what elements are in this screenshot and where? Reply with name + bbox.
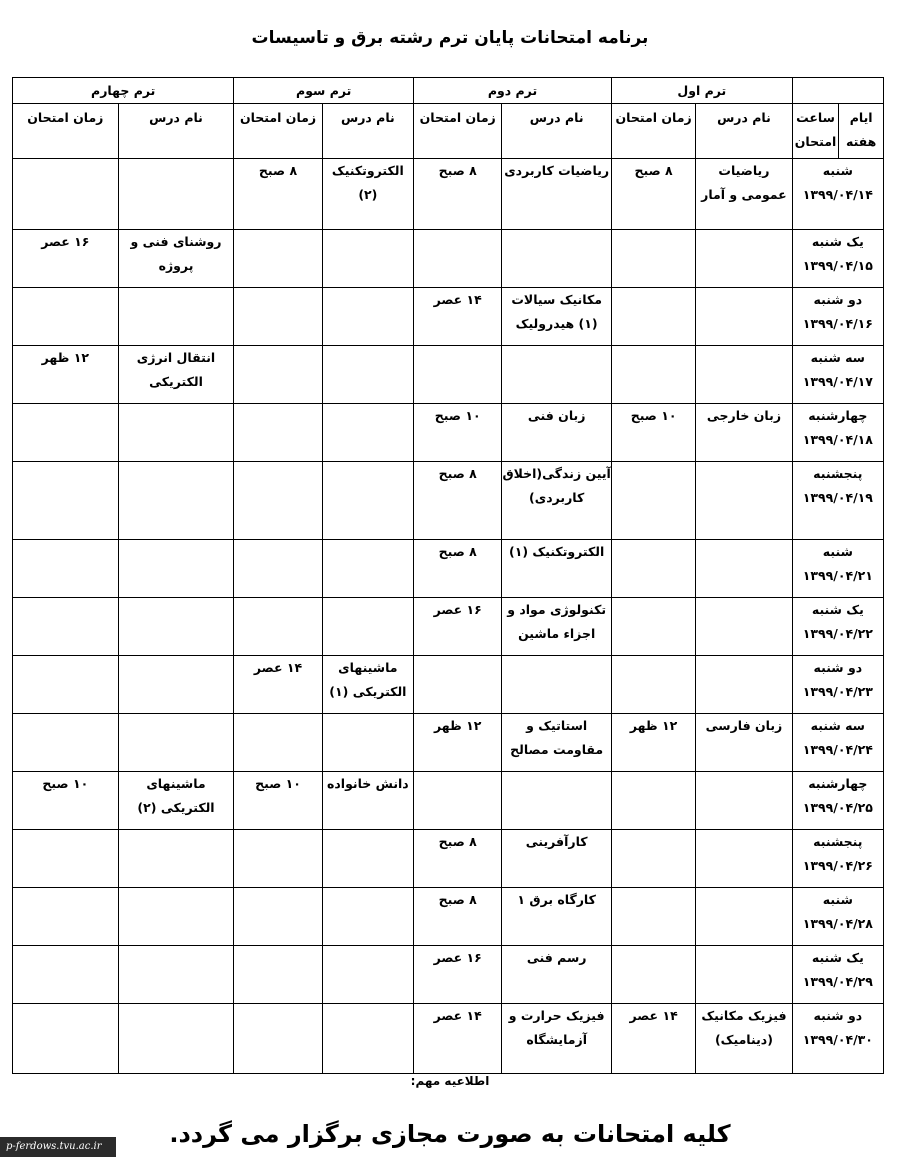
exam-time-cell xyxy=(13,946,119,1004)
day-name: دو شنبه xyxy=(813,1008,863,1023)
exam-time-cell xyxy=(611,230,695,288)
course-cell xyxy=(322,230,413,288)
course-cell xyxy=(118,888,234,946)
exam-time-cell xyxy=(13,656,119,714)
day-date: ۱۳۹۹/۰۴/۳۰ xyxy=(802,1032,873,1047)
exam-time-cell xyxy=(234,404,322,462)
table-row xyxy=(13,714,884,772)
exam-time-cell xyxy=(234,230,322,288)
exam-time-cell xyxy=(234,830,322,888)
exam-time-cell xyxy=(234,946,322,1004)
exam-time-cell xyxy=(611,830,695,888)
course-cell: فیزیک حرارت و آزمایشگاه xyxy=(502,1004,612,1074)
days-header: ایام هفته xyxy=(839,104,884,159)
table-row xyxy=(13,159,884,230)
course-cell: ماشینهای الکتریکی (۱) xyxy=(322,656,413,714)
time-header: ساعت امتحان xyxy=(792,104,839,159)
exam-time-cell: ۸ صبح xyxy=(414,888,502,946)
day-name: شنبه xyxy=(822,163,853,178)
day-cell xyxy=(792,230,883,288)
notice-label: اطلاعیه مهم: xyxy=(410,1074,490,1088)
course-cell xyxy=(118,462,234,540)
course-cell xyxy=(322,946,413,1004)
exam-time-cell xyxy=(234,346,322,404)
day-date: ۱۳۹۹/۰۴/۲۱ xyxy=(802,568,873,583)
course-header: نام درس xyxy=(502,104,612,159)
exam-time-cell: ۱۰ صبح xyxy=(234,772,322,830)
day-date: ۱۳۹۹/۰۴/۲۶ xyxy=(802,858,873,873)
table-row xyxy=(13,830,884,888)
course-cell: ریاضیات کاربردی xyxy=(502,159,612,230)
day-cell xyxy=(792,714,883,772)
corner-header xyxy=(792,78,883,104)
course-cell xyxy=(118,714,234,772)
day-name: یک شنبه xyxy=(811,950,864,965)
page-title: برنامه امتحانات پایان ترم رشته برق و تاسیسات xyxy=(251,28,649,48)
exam-time-cell: ۱۲ ظهر xyxy=(414,714,502,772)
day-name: سه شنبه xyxy=(810,350,865,365)
course-cell xyxy=(696,540,792,598)
day-cell xyxy=(792,830,883,888)
exam-time-cell xyxy=(234,540,322,598)
course-cell xyxy=(696,462,792,540)
term-4-header: ترم چهارم xyxy=(13,78,234,104)
exam-time-cell xyxy=(234,598,322,656)
exam-time-cell: ۱۰ صبح xyxy=(414,404,502,462)
course-cell xyxy=(118,159,234,230)
exam-time-cell: ۱۴ عصر xyxy=(414,288,502,346)
course-cell xyxy=(696,656,792,714)
exam-time-cell: ۱۲ ظهر xyxy=(611,714,695,772)
day-date: ۱۳۹۹/۰۴/۱۶ xyxy=(802,316,873,331)
exam-time-cell: ۱۶ عصر xyxy=(13,230,119,288)
day-cell xyxy=(792,159,883,230)
course-cell xyxy=(322,462,413,540)
table-row xyxy=(13,346,884,404)
course-cell xyxy=(502,656,612,714)
exam-time-cell xyxy=(414,346,502,404)
exam-time-cell: ۱۶ عصر xyxy=(414,946,502,1004)
term-2-header: ترم دوم xyxy=(414,78,612,104)
day-date: ۱۳۹۹/۰۴/۲۸ xyxy=(802,916,873,931)
course-cell xyxy=(502,230,612,288)
term-3-header: ترم سوم xyxy=(234,78,414,104)
exam-time-cell xyxy=(13,830,119,888)
day-name: یک شنبه xyxy=(811,602,864,617)
course-cell: زبان فنی xyxy=(502,404,612,462)
exam-time-cell xyxy=(611,772,695,830)
exam-time-header: زمان امتحان xyxy=(414,104,502,159)
table-row xyxy=(13,404,884,462)
day-name: یک شنبه xyxy=(811,234,864,249)
day-cell xyxy=(792,1004,883,1074)
exam-schedule-table xyxy=(12,77,884,1074)
day-cell xyxy=(792,288,883,346)
course-cell: استاتیک و مقاومت مصالح xyxy=(502,714,612,772)
exam-time-cell: ۱۴ عصر xyxy=(414,1004,502,1074)
exam-time-cell xyxy=(611,656,695,714)
course-cell: فیزیک مکانیک (دینامیک) xyxy=(696,1004,792,1074)
course-cell xyxy=(322,1004,413,1074)
course-cell xyxy=(696,230,792,288)
course-cell: آیین زندگی(اخلاق کاربردی) xyxy=(502,462,612,540)
exam-time-cell xyxy=(13,159,119,230)
notice-text: کلیه امتحانات به صورت مجازی برگزار می گردد. xyxy=(169,1120,731,1148)
course-cell: روشنای فنی و پروژه xyxy=(118,230,234,288)
course-cell xyxy=(118,404,234,462)
course-header: نام درس xyxy=(118,104,234,159)
day-date: ۱۳۹۹/۰۴/۱۷ xyxy=(802,374,873,389)
course-cell xyxy=(322,714,413,772)
course-cell xyxy=(322,598,413,656)
course-cell: ریاضیات عمومی و آمار xyxy=(696,159,792,230)
day-cell xyxy=(792,346,883,404)
day-cell xyxy=(792,946,883,1004)
table-row xyxy=(13,462,884,540)
exam-time-cell: ۱۰ صبح xyxy=(13,772,119,830)
course-cell xyxy=(118,288,234,346)
exam-time-cell xyxy=(414,772,502,830)
course-cell: ماشینهای الکتریکی (۲) xyxy=(118,772,234,830)
course-cell xyxy=(696,946,792,1004)
course-cell xyxy=(118,946,234,1004)
exam-time-cell: ۸ صبح xyxy=(234,159,322,230)
exam-time-cell xyxy=(13,540,119,598)
course-cell: کارگاه برق ۱ xyxy=(502,888,612,946)
course-cell xyxy=(502,772,612,830)
course-cell xyxy=(118,656,234,714)
exam-time-cell: ۸ صبح xyxy=(611,159,695,230)
exam-time-cell xyxy=(611,288,695,346)
day-name: سه شنبه xyxy=(810,718,865,733)
table-row xyxy=(13,230,884,288)
course-cell xyxy=(118,830,234,888)
course-cell: تکنولوژی مواد و اجزاء ماشین xyxy=(502,598,612,656)
course-header: نام درس xyxy=(322,104,413,159)
day-name: چهارشنبه xyxy=(808,408,868,423)
exam-time-cell xyxy=(13,288,119,346)
exam-time-cell xyxy=(13,1004,119,1074)
exam-time-cell: ۸ صبح xyxy=(414,462,502,540)
exam-time-cell xyxy=(611,346,695,404)
day-cell xyxy=(792,598,883,656)
exam-time-cell: ۸ صبح xyxy=(414,830,502,888)
day-date: ۱۳۹۹/۰۴/۱۸ xyxy=(802,432,873,447)
table-row xyxy=(13,1004,884,1074)
exam-time-cell: ۸ صبح xyxy=(414,540,502,598)
course-cell: دانش خانواده xyxy=(322,772,413,830)
day-date: ۱۳۹۹/۰۴/۱۴ xyxy=(802,187,873,202)
exam-time-cell xyxy=(611,888,695,946)
exam-time-cell xyxy=(13,404,119,462)
exam-time-header: زمان امتحان xyxy=(611,104,695,159)
site-tag: p-ferdows.tvu.ac.ir xyxy=(0,1137,116,1157)
day-name: شنبه xyxy=(822,892,853,907)
course-header: نام درس xyxy=(696,104,792,159)
day-name: دو شنبه xyxy=(813,292,863,307)
course-cell xyxy=(696,288,792,346)
exam-time-cell xyxy=(611,598,695,656)
course-cell xyxy=(322,888,413,946)
day-date: ۱۳۹۹/۰۴/۲۲ xyxy=(802,626,873,641)
exam-time-cell xyxy=(611,946,695,1004)
exam-time-cell xyxy=(13,714,119,772)
course-cell: مکانیک سیالات (۱) هیدرولیک xyxy=(502,288,612,346)
day-date: ۱۳۹۹/۰۴/۲۵ xyxy=(802,800,873,815)
table-row xyxy=(13,598,884,656)
course-cell xyxy=(322,288,413,346)
exam-time-header: زمان امتحان xyxy=(234,104,322,159)
day-name: پنجشنبه xyxy=(813,466,863,481)
course-cell xyxy=(502,346,612,404)
course-cell xyxy=(322,346,413,404)
day-cell xyxy=(792,888,883,946)
course-cell: کارآفرینی xyxy=(502,830,612,888)
exam-time-cell: ۱۶ عصر xyxy=(414,598,502,656)
day-cell xyxy=(792,462,883,540)
course-cell xyxy=(322,404,413,462)
exam-time-cell: ۱۴ عصر xyxy=(234,656,322,714)
exam-time-cell xyxy=(234,288,322,346)
day-cell xyxy=(792,656,883,714)
day-date: ۱۳۹۹/۰۴/۱۵ xyxy=(802,258,873,273)
course-cell: الکتروتکنیک (۱) xyxy=(502,540,612,598)
exam-time-cell: ۸ صبح xyxy=(414,159,502,230)
day-name: شنبه xyxy=(822,544,853,559)
exam-time-cell: ۱۰ صبح xyxy=(611,404,695,462)
course-cell: زبان خارجی xyxy=(696,404,792,462)
course-cell xyxy=(322,830,413,888)
exam-time-cell xyxy=(234,462,322,540)
course-cell xyxy=(696,346,792,404)
course-cell: زبان فارسی xyxy=(696,714,792,772)
table-row xyxy=(13,888,884,946)
course-cell: الکتروتکنیک (۲) xyxy=(322,159,413,230)
table-row xyxy=(13,288,884,346)
table-row xyxy=(13,540,884,598)
column-header-row xyxy=(13,104,884,159)
exam-time-cell xyxy=(414,656,502,714)
course-cell: انتقال انرژی الکتریکی xyxy=(118,346,234,404)
course-cell xyxy=(696,888,792,946)
day-name: پنجشنبه xyxy=(813,834,863,849)
exam-time-cell xyxy=(414,230,502,288)
schedule-body xyxy=(13,159,884,1074)
exam-time-cell xyxy=(13,462,119,540)
term-1-header: ترم اول xyxy=(611,78,792,104)
course-cell xyxy=(696,772,792,830)
exam-time-cell: ۱۲ ظهر xyxy=(13,346,119,404)
exam-time-cell xyxy=(611,462,695,540)
exam-time-cell xyxy=(611,540,695,598)
table-row xyxy=(13,772,884,830)
course-cell: رسم فنی xyxy=(502,946,612,1004)
day-cell xyxy=(792,772,883,830)
exam-time-cell xyxy=(234,714,322,772)
course-cell xyxy=(696,598,792,656)
exam-time-cell xyxy=(234,888,322,946)
exam-time-cell: ۱۴ عصر xyxy=(611,1004,695,1074)
course-cell xyxy=(118,540,234,598)
day-cell xyxy=(792,404,883,462)
course-cell xyxy=(118,1004,234,1074)
exam-time-cell xyxy=(13,598,119,656)
exam-time-cell xyxy=(234,1004,322,1074)
day-name: دو شنبه xyxy=(813,660,863,675)
course-cell xyxy=(696,830,792,888)
day-cell xyxy=(792,540,883,598)
table-row xyxy=(13,946,884,1004)
exam-time-header: زمان امتحان xyxy=(13,104,119,159)
day-name: چهارشنبه xyxy=(808,776,868,791)
day-date: ۱۳۹۹/۰۴/۲۳ xyxy=(802,684,873,699)
day-date: ۱۳۹۹/۰۴/۱۹ xyxy=(802,490,873,505)
exam-time-cell xyxy=(13,888,119,946)
course-cell xyxy=(118,598,234,656)
day-date: ۱۳۹۹/۰۴/۲۹ xyxy=(802,974,873,989)
table-row xyxy=(13,656,884,714)
day-date: ۱۳۹۹/۰۴/۲۴ xyxy=(802,742,873,757)
course-cell xyxy=(322,540,413,598)
term-header-row xyxy=(13,78,884,104)
